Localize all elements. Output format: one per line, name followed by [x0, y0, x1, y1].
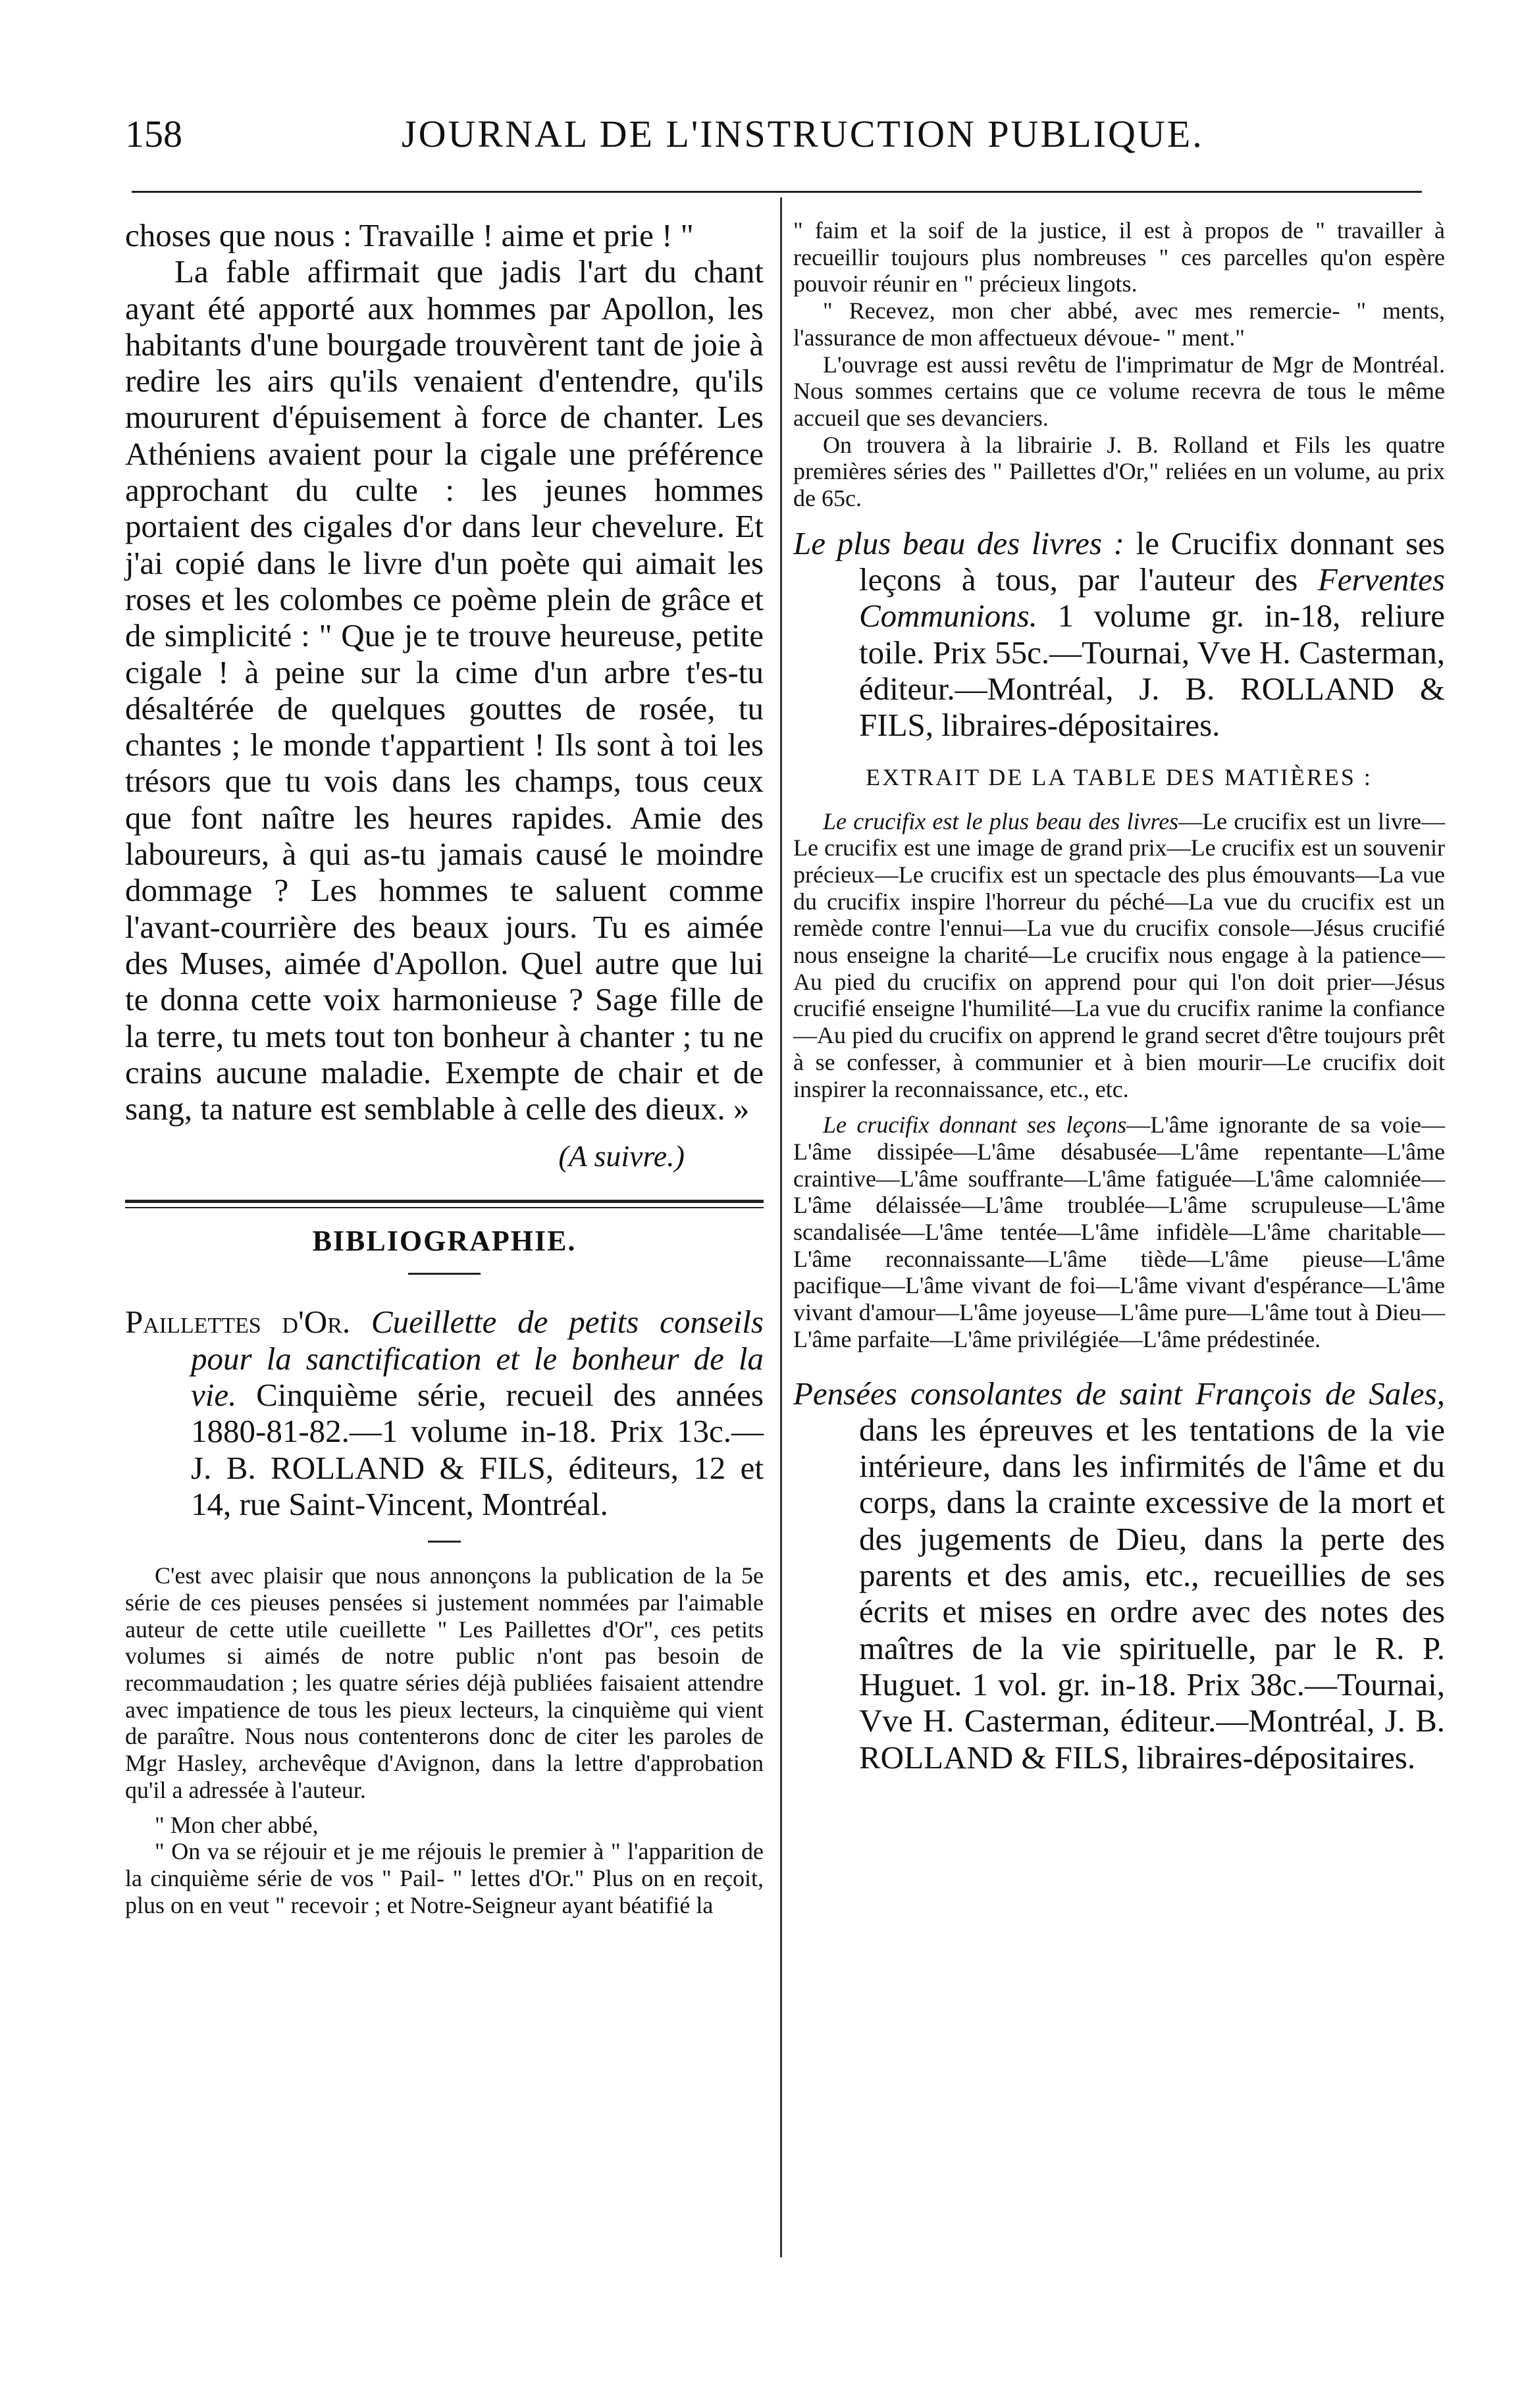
entry-details: Cinquième série, recueil des années 1880-81-82.—1 volume in-18. Prix 13c.—J. B. ROLLAND & FILS, éditeurs, 12 et 14, rue Saint-Vincent, Montréal. [191, 1377, 764, 1522]
page-header [125, 99, 1415, 171]
letter-quote-continued: " faim et la soif de la justice, il est à propos de " travailler à recueillir toujours plus nombreuses " ces parcelles qu'on espère pouvoir réunir en " précieux lingots. [793, 217, 1445, 297]
entry-separator [428, 1541, 461, 1543]
extract-title: Le crucifix donnant ses leçons [823, 1112, 1127, 1139]
extract-part-one [793, 808, 1445, 1103]
bibliography-entry-crucifix [793, 525, 1445, 744]
extract-contents: —Le crucifix est un livre—Le crucifix est une image de grand prix—Le crucifix est un souvenir précieux—Le crucifix est un spectacle des plus émouvants—La vue du crucifix inspire l'horreur du péché—La vue du crucifix est un remède contre l'ennui—La vue du crucifix console—Jésus crucifié nous enseigne la charité—Le crucifix nous engage à la patience—Au pied du crucifix on apprend pour qui l'on doit prier—Jésus crucifié enseigne l'humilité—La vue du crucifix ranime la confiance—Au pied du crucifix on apprend le grand secret d'être toujours prêt à se confesser, à communier et à bien mourir—Le crucifix doit inspirer la reconnaissance, etc., etc. [793, 807, 1445, 1102]
extract-heading: EXTRAIT DE LA TABLE DES MATIÈRES : [866, 763, 1373, 790]
to-be-continued-note: (A suivre.) [558, 1139, 685, 1173]
header-rule [132, 191, 1422, 193]
entry-details: dans les épreuves et les tentations de la vie intérieure, dans les infirmités de l'âme et du corps, dans la crainte excessive de la mort et des jugements de Dieu, dans la perte des parents et des amis, etc., recueillies de ses écrits et mises en ordre avec des notes des maîtres de la vie spirituelle, par le R. P. Huguet. 1 vol. gr. in-18. Prix 38c.—Tournai, Vve H. Casterman, éditeur.—Montréal, J. B. ROLLAND & FILS, libraires-dépositaires. [859, 1411, 1445, 1776]
extract-title: Le crucifix est le plus beau des livres [823, 807, 1179, 834]
section-rule [125, 1200, 764, 1208]
letter-quote-start: " On va se réjouir et je me réjouis le premier à " l'apparition de la cinquième série de vos " Pail- " lettes d'Or." Plus on en reçoit, plus on en veut " recevoir ; et Notre-Seigneur ayant béatifié la [125, 1838, 764, 1918]
extract-part-two [793, 1112, 1445, 1352]
extract-contents: —L'âme ignorante de sa voie—L'âme dissipée—L'âme désabusée—L'âme repentante—L'âme craintive—L'âme souffrante—L'âme fatiguée—L'âme calomniée—L'âme délaissée—L'âme troublée—L'âme scrupuleuse—L'âme scandalisée—L'âme tentée—L'âme infidèle—L'âme charitable—L'âme reconnaissante—L'âme tiède—L'âme pieuse—L'âme pacifique—L'âme vivant de foi—L'âme vivant d'espérance—L'âme vivant d'amour—L'âme joyeuse—L'âme pure—L'âme tout à Dieu—L'âme parfaite—L'âme privilégiée—L'âme prédestinée. [793, 1112, 1445, 1352]
entry-title: Le plus beau des livres : [793, 525, 1124, 561]
right-column [793, 217, 1445, 1776]
entry-title: Paillettes d'Or. [125, 1304, 351, 1341]
running-title: JOURNAL DE L'INSTRUCTION PUBLIQUE. [402, 113, 1204, 155]
bibliography-entry-paillettes [125, 1304, 764, 1522]
availability-paragraph: On trouvera à la librairie J. B. Rolland et Fils les quatre premières séries des " Paillettes d'Or," reliées en un volume, au prix de 65c. [793, 431, 1445, 512]
gap [793, 512, 1445, 525]
gap [793, 1362, 1445, 1375]
heading-underline [408, 1273, 481, 1275]
entry-subtitle: Cueillette de petits conseils pour la sanctification et le bonheur de la vie. [191, 1304, 764, 1414]
entry-details: le Crucifix donnant ses leçons à tous, par l'auteur des [859, 525, 1446, 598]
bibliography-entry-pensees [793, 1375, 1445, 1776]
column-divider [780, 197, 782, 2257]
paragraph-cigale-fable: La fable affirmait que jadis l'art du chant ayant été apporté aux hommes par Apollon, les habitants d'une bourgade trouvèrent tant de joie à redire les airs qu'ils venaient d'entendre, qu'ils moururent d'épuisement à force de chanter. Les Athéniens avaient pour la cigale une préférence approchant du culte : les jeunes hommes portaient des cigales d'or dans leur chevelure. Et j'ai copié dans le livre d'un poète qui aimait les roses et les colombes ce poème plein de grâce et de simplicité : " Que je te trouve heureuse, petite cigale ! à peine sur la cime d'un arbre t'es-tu désaltérée de quelques gouttes de rosée, tu chantes ; le monde t'appartient ! Ils sont à toi les trésors que tu vois dans les champs, tous ceux que font naître les heures rapides. Amie des laboureurs, à qui as-tu jamais causé le moindre dommage ? Les hommes te saluent comme l'avant-courrière des beaux jours. Tu es aimée des Muses, aimée d'Apollon. Quel autre que lui te donna cette voix harmonieuse ? Sage fille de la terre, tu mets tout ton bonheur à chanter ; tu ne crains aucune maladie. Exempte de chair et de sang, ta nature est semblable à celle des dieux. » [125, 253, 764, 1127]
section-heading-bibliographie: BIBLIOGRAPHIE. [312, 1225, 577, 1258]
imprimatur-paragraph: L'ouvrage est aussi revêtu de l'imprimatur de Mgr de Montréal. Nous sommes certains que ce volume recevra de tous le même accueil que ses devanciers. [793, 351, 1445, 431]
page-number: 158 [125, 113, 182, 155]
entry-author-title: Ferventes Communions. [859, 561, 1445, 634]
review-paragraph: C'est avec plaisir que nous annonçons la publication de la 5e série de ces pieuses pensées si justement nommées par l'aimable auteur de cette utile cueillette " Les Paillettes d'Or", ces petits volumes si aimés de notre public n'ont pas besoin de recommaudation ; les quatre séries déjà publiées faisaient attendre avec impatience de tous les pieux lecteurs, la cinquième qui vient de paraître. Nous nous contenterons donc de citer les paroles de Mgr Hasley, archevêque d'Avignon, dans la lettre d'approbation qu'il a adressée à l'auteur. [125, 1562, 764, 1803]
entry-title: Pensées consolantes de saint François de Sales, [793, 1375, 1445, 1412]
letter-quote-end: " Recevez, mon cher abbé, avec mes remercie- " ments, l'assurance de mon affectueux dévoue- " ment." [793, 297, 1445, 351]
paragraph-continuation: choses que nous : Travaille ! aime et prie ! " [125, 217, 694, 253]
left-column [125, 217, 764, 1918]
letter-salutation: " Mon cher abbé, [155, 1811, 319, 1838]
entry-publisher: 1 volume gr. in-18, reliure toile. Prix 55c.—Tournai, Vve H. Casterman, éditeur.—Montréal, J. B. ROLLAND & FILS, libraires-dépositaires. [859, 598, 1445, 744]
